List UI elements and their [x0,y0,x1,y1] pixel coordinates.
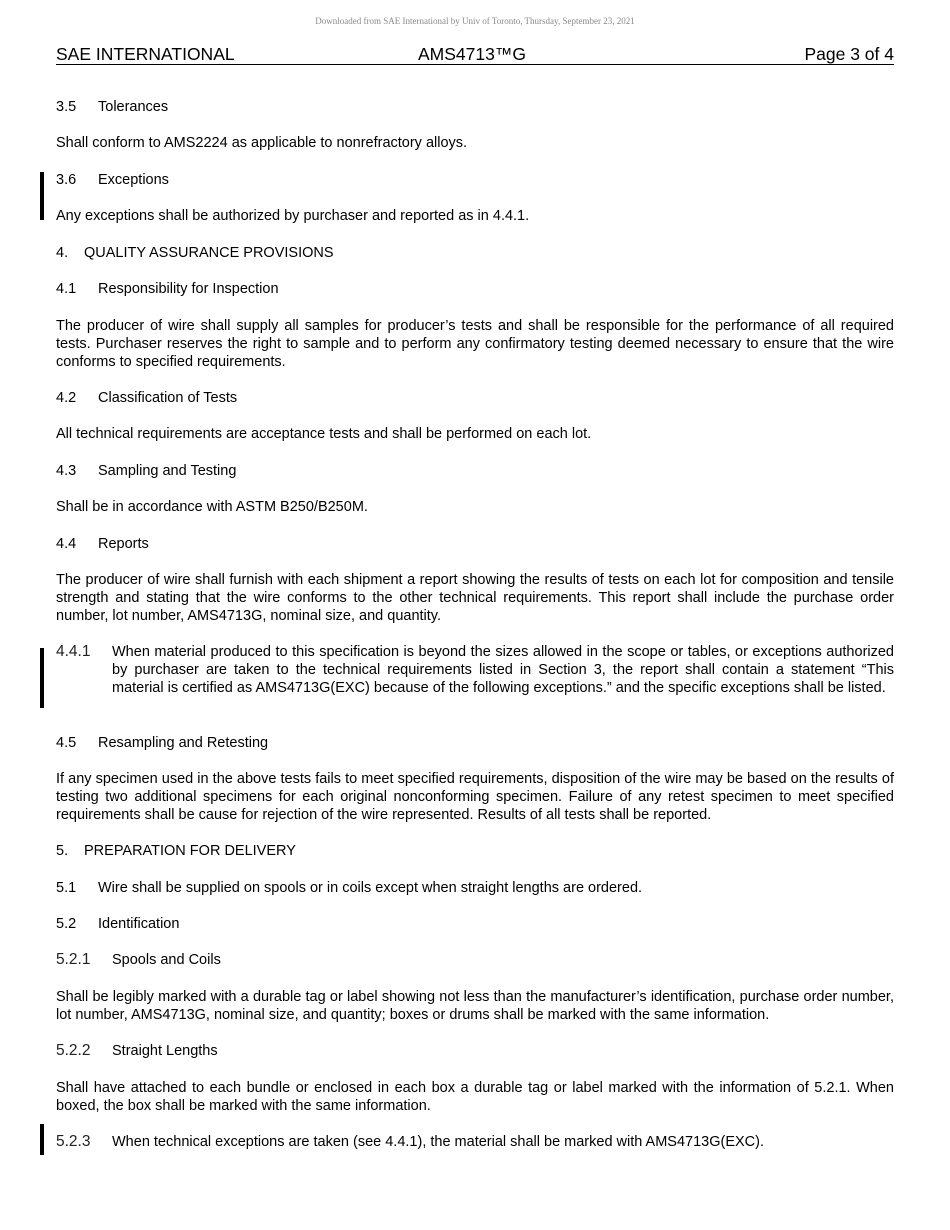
section-number: 5.2.2 [56,1042,91,1059]
section-number: 5.1 [56,880,77,896]
section-4-heading [56,244,334,262]
section-number: 5. [56,843,69,859]
section-4-2-text: All technical requirements are acceptance tests and shall be performed on each lot. [56,426,592,442]
section-number: 5.2 [56,916,77,932]
section-number: 3.5 [56,99,77,115]
section-number: 4.5 [56,735,77,751]
section-title: Classification of Tests [98,390,238,406]
section-number: 5.2.1 [56,951,91,968]
section-number: 4.2 [56,390,77,406]
section-text: When material produced to this specification is beyond the sizes allowed in the scope or tables, or exceptions authorized by purchaser are taken to the technical requirements listed in Section 3, the report shall contain a statement “This material is certified as AMS4713G(EXC) because of the following exceptions.” and the specific exceptions shall be listed. [112,644,894,696]
section-title: PREPARATION FOR DELIVERY [84,843,296,859]
section-number: 5.2.3 [56,1133,91,1150]
section-title: Resampling and Retesting [98,735,269,751]
section-title: Sampling and Testing [98,463,237,479]
header-document-id: AMS4713™G [418,44,526,64]
section-title: QUALITY ASSURANCE PROVISIONS [84,245,334,261]
section-5-2-3 [56,1133,764,1151]
page-header [56,44,894,65]
section-number: 4.4.1 [56,643,91,660]
download-watermark: Downloaded from SAE International by Univ of Toronto, Thursday, September 23, 2021 [315,16,635,26]
section-number: 4. [56,245,69,261]
section-title: Responsibility for Inspection [98,281,279,297]
section-number: 4.3 [56,463,77,479]
section-title: Spools and Coils [112,952,221,968]
section-4-4-1 [56,643,894,697]
section-5-2-1-text: Shall be legibly marked with a durable tag or label showing not less than the manufacturer’s identification, purchase order number, lot number, AMS4713G, nominal size, and quantity; boxes or drums shall be marked with the same information. [56,989,894,1023]
section-5-2-heading [56,915,179,933]
section-4-1-text: The producer of wire shall supply all samples for producer’s tests and shall be responsible for the performance of all required tests. Purchaser reserves the right to sample and to perform any confirmatory testing deemed necessary to ensure that the wire conforms to specified requirements. [56,318,894,370]
section-3-5-heading [56,98,168,116]
header-organization: SAE INTERNATIONAL [56,44,235,64]
section-4-1-heading [56,280,279,298]
section-4-4-heading [56,535,149,553]
section-3-6-heading [56,171,169,189]
section-4-5-heading [56,734,268,752]
section-title: Reports [98,536,149,552]
section-5-2-2-heading [56,1042,218,1060]
section-4-5-text: If any specimen used in the above tests fails to meet specified requirements, disposition of the wire may be based on the results of testing two additional specimens for each original nonconforming specimen. Failure of any retest specimen to meet specified requirements shall be cause for rejection of the wire represented. Results of all tests shall be reported. [56,771,894,823]
revision-bar [40,648,44,708]
section-4-3-heading [56,462,236,480]
section-title: Identification [98,916,180,932]
header-page-number: Page 3 of 4 [804,44,894,64]
section-5-2-2-text: Shall have attached to each bundle or enclosed in each box a durable tag or label marked with the information of 5.2.1. When boxed, the box shall be marked with the same information. [56,1080,894,1114]
section-number: 4.4 [56,536,77,552]
section-4-2-heading [56,389,237,407]
section-3-6-text: Any exceptions shall be authorized by purchaser and reported as in 4.4.1. [56,208,530,224]
section-title: Exceptions [98,172,169,188]
section-4-3-text: Shall be in accordance with ASTM B250/B250M. [56,499,368,515]
section-number: 3.6 [56,172,77,188]
section-4-4-text: The producer of wire shall furnish with each shipment a report showing the results of tests on each lot for composition and tensile strength and stating that the wire conforms to the other technical requirements. This report shall include the purchase order number, lot number, AMS4713G, nominal size, and quantity. [56,572,894,624]
revision-bar [40,172,44,220]
section-3-5-text: Shall conform to AMS2224 as applicable to nonrefractory alloys. [56,135,468,151]
section-5-2-1-heading [56,951,221,969]
section-title: Tolerances [98,99,169,115]
section-title: Straight Lengths [112,1043,218,1059]
revision-bar [40,1124,44,1155]
section-text: When technical exceptions are taken (see 4.4.1), the material shall be marked with AMS4713G(EXC). [112,1134,765,1150]
section-text: Wire shall be supplied on spools or in coils except when straight lengths are ordered. [98,880,643,896]
section-5-1 [56,879,642,897]
section-5-heading [56,842,296,860]
section-number: 4.1 [56,281,77,297]
